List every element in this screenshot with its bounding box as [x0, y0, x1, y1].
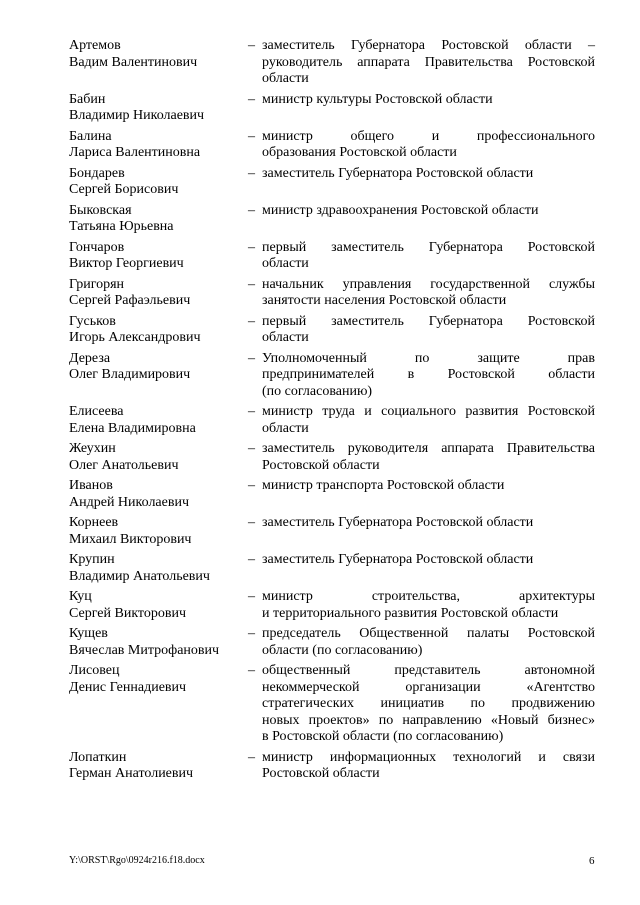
member-given-names: Денис Геннадиевич [69, 679, 187, 695]
member-position [262, 750, 595, 783]
member-surname: Артемов [69, 38, 121, 53]
member-given-names: Владимир Николаевич [69, 108, 205, 123]
position-line: министр культуры Ростовской области [262, 91, 493, 107]
member-dash: – [248, 663, 255, 678]
position-line: и территориального развития Ростовской области [262, 605, 559, 621]
member-position [262, 515, 595, 532]
member-given-names: Андрей Николаевич [69, 494, 189, 510]
member-dash: – [248, 313, 255, 329]
position-line: министр информационных технологий и связи [262, 749, 595, 765]
member-dash: – [248, 441, 255, 456]
position-line: председатель Общественной палаты Ростовской [262, 626, 595, 641]
member-entry [69, 166, 597, 199]
position-line: министр общего и профессионального [262, 128, 595, 144]
member-dash: – [248, 165, 255, 181]
position-line: предпринимателей в Ростовской области [262, 367, 595, 382]
position-line: области [262, 420, 309, 436]
position-line: в Ростовской области (по согласованию) [262, 729, 504, 744]
member-surname: Жеухин [69, 441, 116, 456]
member-given-names: Игорь Александрович [69, 330, 201, 345]
position-line: стратегических инициатив по продвижению [262, 696, 595, 711]
position-line: некоммерческой организации «Агентство [262, 679, 595, 695]
member-position [262, 478, 595, 495]
position-line: начальник управления государственной службы [262, 276, 595, 292]
member-dash: – [248, 589, 255, 604]
position-line: (по согласованию) [262, 383, 373, 399]
member-given-names: Олег Владимирович [69, 367, 191, 382]
member-surname: Дереза [69, 350, 111, 366]
member-entry [69, 404, 597, 437]
member-position [262, 92, 595, 109]
position-line: министр транспорта Ростовской области [262, 478, 505, 493]
member-surname: Крупин [69, 552, 115, 567]
member-entry [69, 441, 597, 474]
member-dash: – [248, 552, 255, 567]
member-surname: Лопаткин [69, 749, 127, 765]
member-dash: – [248, 91, 255, 107]
member-dash: – [248, 478, 255, 493]
member-dash: – [248, 239, 255, 255]
member-entry [69, 314, 597, 347]
member-dash: – [248, 128, 255, 144]
position-line: заместитель Губернатора Ростовской области [262, 165, 534, 181]
position-line: заместитель Губернатора Ростовской области [262, 515, 534, 530]
position-line: первый заместитель Губернатора Ростовской [262, 313, 595, 329]
member-surname: Кущев [69, 626, 108, 641]
member-surname: Бондарев [69, 165, 125, 181]
member-surname: Корнеев [69, 515, 119, 530]
position-line: области [262, 330, 309, 345]
member-position [262, 166, 595, 183]
member-surname: Иванов [69, 478, 113, 493]
member-entry [69, 478, 597, 511]
member-given-names: Михаил Викторович [69, 531, 192, 547]
member-given-names: Вячеслав Митрофанович [69, 642, 220, 658]
member-given-names: Виктор Георгиевич [69, 256, 184, 271]
member-entry [69, 552, 597, 585]
member-given-names: Олег Анатольевич [69, 457, 179, 473]
member-surname: Лисовец [69, 663, 120, 678]
member-surname: Гончаров [69, 239, 125, 255]
position-line: первый заместитель Губернатора Ростовской [262, 239, 595, 255]
member-surname: Быковская [69, 202, 132, 218]
member-entry [69, 240, 597, 273]
position-line: министр здравоохранения Ростовской области [262, 202, 539, 218]
position-line: Ростовской области [262, 766, 380, 781]
member-list [69, 38, 597, 787]
member-surname: Балина [69, 128, 112, 144]
member-entry [69, 663, 597, 746]
member-dash: – [248, 202, 255, 218]
member-dash: – [248, 276, 255, 292]
member-given-names: Вадим Валентинович [69, 54, 198, 70]
member-position [262, 552, 595, 569]
member-position [262, 589, 595, 622]
member-given-names: Герман Анатолиевич [69, 766, 194, 781]
position-line: министр труда и социального развития Ростовской [262, 404, 595, 419]
position-line: заместитель Губернатора Ростовской области – [262, 38, 595, 53]
member-given-names: Сергей Борисович [69, 182, 179, 197]
footer-file-path: Y:\ORST\Rgo\0924r216.f18.docx [69, 855, 205, 866]
member-surname: Гуськов [69, 313, 116, 329]
member-given-names: Сергей Рафаэльевич [69, 293, 191, 308]
member-position [262, 314, 595, 347]
member-given-names: Лариса Валентиновна [69, 145, 201, 160]
member-entry [69, 750, 597, 783]
member-dash: – [248, 515, 255, 530]
position-line: Уполномоченный по защите прав [262, 350, 595, 366]
member-position [262, 441, 595, 474]
member-dash: – [248, 404, 255, 419]
position-line: занятости населения Ростовской области [262, 293, 507, 308]
member-position [262, 351, 595, 401]
position-line: министр строительства, архитектуры [262, 589, 595, 604]
position-line: заместитель Губернатора Ростовской области [262, 552, 534, 567]
member-surname: Куц [69, 589, 92, 604]
member-position [262, 129, 595, 162]
position-line: области [262, 256, 309, 271]
member-position [262, 203, 595, 220]
member-position [262, 404, 595, 437]
member-entry [69, 277, 597, 310]
member-position [262, 277, 595, 310]
member-position [262, 626, 595, 659]
member-given-names: Татьяна Юрьевна [69, 219, 174, 234]
page-number: 6 [589, 855, 595, 867]
member-entry [69, 515, 597, 548]
position-line: заместитель руководителя аппарата Правительства [262, 441, 595, 456]
position-line: новых проектов» по направлению «Новый бизнес» [262, 712, 595, 728]
position-line: общественный представитель автономной [262, 663, 595, 678]
member-entry [69, 626, 597, 659]
member-entry [69, 203, 597, 236]
member-entry [69, 589, 597, 622]
position-line: образования Ростовской области [262, 145, 457, 160]
member-position [262, 663, 595, 746]
member-entry [69, 38, 597, 88]
member-entry [69, 129, 597, 162]
member-entry [69, 351, 597, 401]
position-line: Ростовской области [262, 457, 380, 473]
member-dash: – [248, 626, 255, 641]
member-given-names: Елена Владимировна [69, 420, 196, 436]
member-dash: – [248, 38, 255, 53]
position-line: области [262, 71, 309, 86]
member-dash: – [248, 749, 255, 765]
member-dash: – [248, 350, 255, 366]
position-line: руководитель аппарата Правительства Ростовской [262, 54, 595, 70]
position-line: области (по согласованию) [262, 642, 423, 658]
member-surname: Елисеева [69, 404, 124, 419]
member-surname: Григорян [69, 276, 125, 292]
member-given-names: Сергей Викторович [69, 605, 187, 621]
member-position [262, 38, 595, 88]
member-surname: Бабин [69, 91, 106, 107]
member-position [262, 240, 595, 273]
member-entry [69, 92, 597, 125]
member-given-names: Владимир Анатольевич [69, 568, 210, 584]
